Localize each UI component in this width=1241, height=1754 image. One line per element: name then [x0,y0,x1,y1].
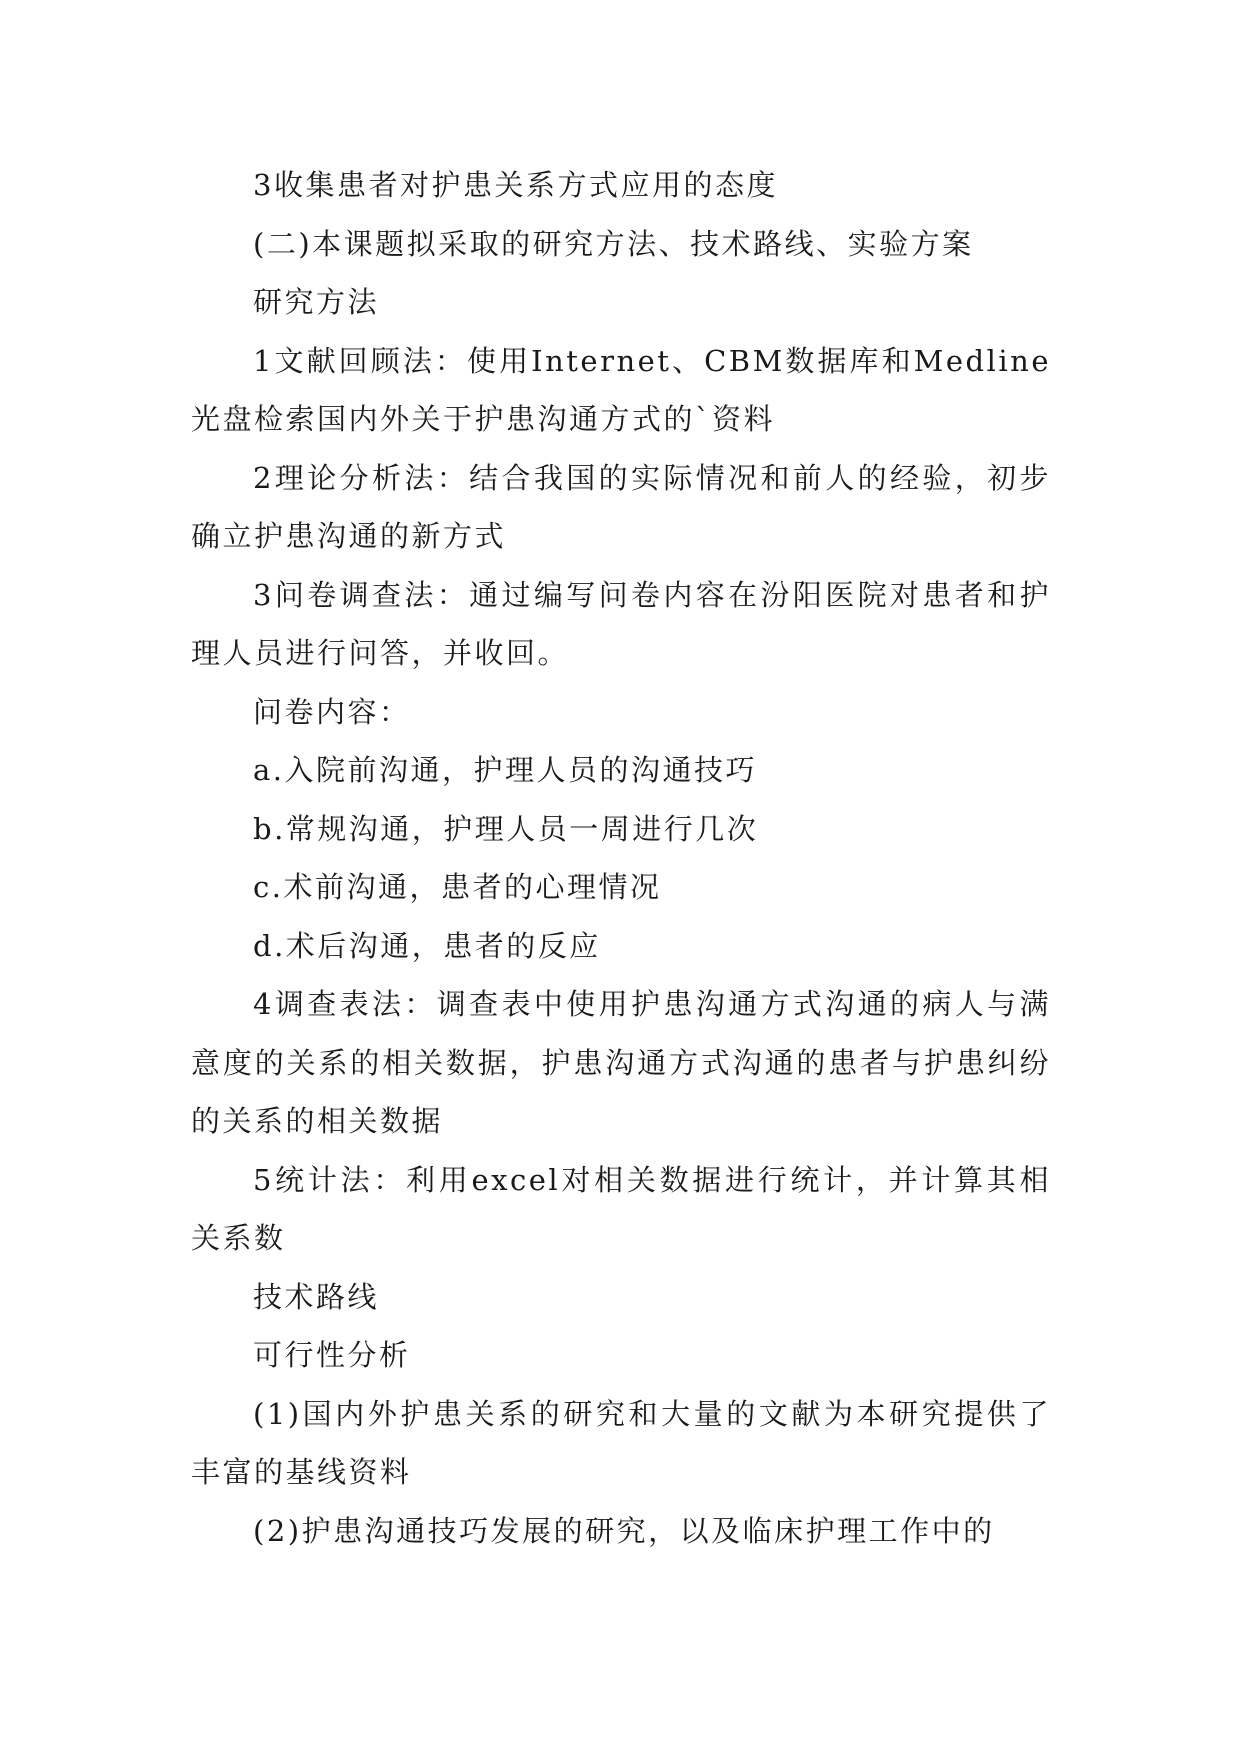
paragraph-feasibility-2: (2)护患沟通技巧发展的研究，以及临床护理工作中的 [253,1513,995,1548]
paragraph-theoretical-analysis: 2理论分析法：结合我国的实际情况和前人的经验，初步确立护患沟通的新方式 [191,460,1051,553]
paragraph-questionnaire-content: 问卷内容： [253,694,411,729]
list-item-a: a.入院前沟通，护理人员的沟通技巧 [253,753,758,787]
document-body [191,156,1051,1560]
paragraph-literature-review: 1文献回顾法：使用Internet、CBM数据库和Medline光盘检索国内外关于护患沟通方式的`资料 [191,343,1051,436]
list-item-c: c.术前沟通，患者的心理情况 [253,870,662,904]
list-item-b: b.常规沟通，护理人员一周进行几次 [253,811,759,846]
paragraph-technical-route: 技术路线 [253,1279,380,1314]
paragraph-questionnaire-method: 3问卷调查法：通过编写问卷内容在汾阳医院对患者和护理人员进行问答，并收回。 [191,577,1051,670]
paragraph-section-heading: (二)本课题拟采取的研究方法、技术路线、实验方案 [253,226,974,261]
list-item-d: d.术后沟通，患者的反应 [253,928,601,963]
paragraph-attitude-collection: 3收集患者对护患关系方式应用的态度 [253,168,778,202]
paragraph-feasibility-1: (1)国内外护患关系的研究和大量的文献为本研究提供了丰富的基线资料 [191,1396,1051,1489]
paragraph-survey-form: 4调查表法：调查表中使用护患沟通方式沟通的病人与满意度的关系的相关数据，护患沟通方式沟通的患者与护患纠纷的关系的相关数据 [191,987,1051,1138]
paragraph-statistics: 5统计法：利用excel对相关数据进行统计，并计算其相关系数 [191,1162,1051,1255]
paragraph-feasibility-heading: 可行性分析 [253,1338,411,1372]
paragraph-methods-heading: 研究方法 [253,285,380,319]
